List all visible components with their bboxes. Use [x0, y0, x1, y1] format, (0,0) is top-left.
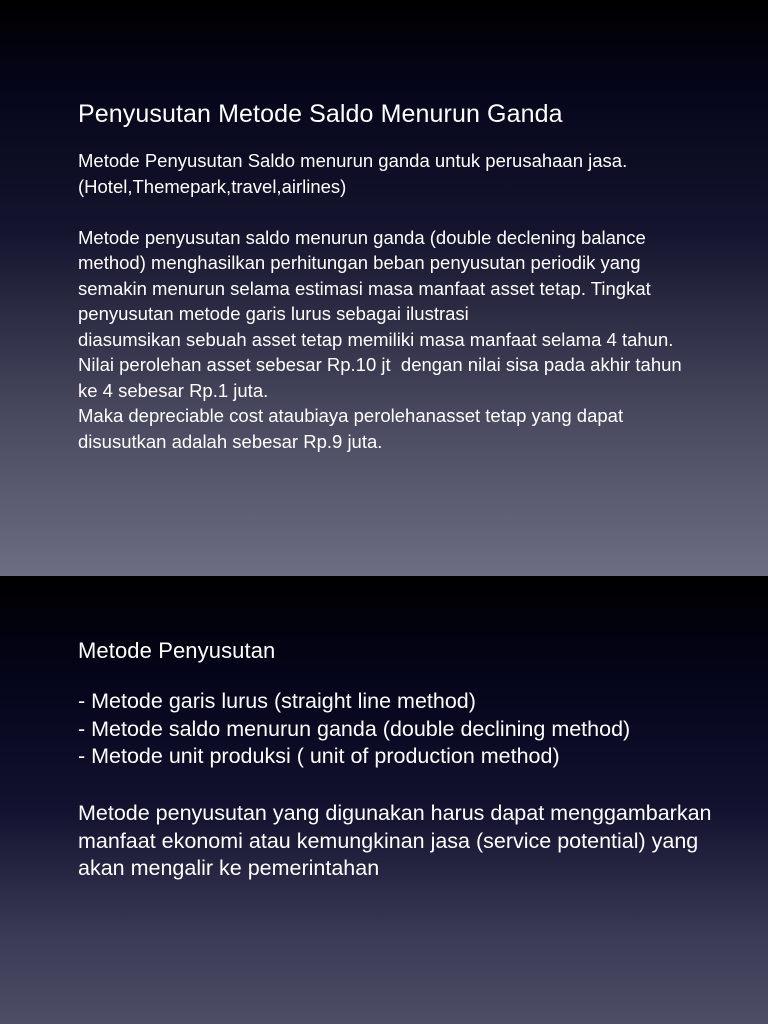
list-item: - Metode garis lurus (straight line method) [78, 689, 476, 713]
slide-1-paragraph-example: diasumsikan sebuah asset tetap memiliki masa manfaat selama 4 tahun. Nilai perolehan asset sebesar Rp.10 jt dengan nilai sisa pada akhir tahun ke 4 sebesar Rp.1 juta. [78, 328, 687, 401]
list-item: - Metode saldo menurun ganda (double declining method) [78, 716, 631, 741]
list-item: - Metode unit produksi ( unit of production method) [78, 744, 560, 768]
slide-1-body [78, 148, 698, 454]
slide-2-title: Metode Penyusutan [78, 638, 276, 663]
slide-1-paragraph-intro: Metode Penyusutan Saldo menurun ganda untuk perusahaan jasa. (Hotel,Themepark,travel,airlines) [78, 150, 633, 197]
slide-2 [0, 576, 768, 1024]
slide-1-paragraph-conclusion: Maka depreciable cost ataubiaya perolehanasset tetap yang dapat disusutkan adalah sebesar Rp.9 juta. [78, 405, 629, 452]
slide-1-paragraph-definition: Metode penyusutan saldo menurun ganda (double declening balance method) menghasilkan perhitungan beban penyusutan periodik yang semakin menurun selama estimasi masa manfaat asset tetap. Tingkat penyusutan metode garis lurus sebagai ilustrasi [78, 226, 656, 324]
method-list [78, 688, 718, 771]
paragraph-spacer [78, 199, 698, 225]
slide-1-title: Penyusutan Metode Saldo Menurun Ganda [78, 100, 563, 128]
slide-2-closing-paragraph: Metode penyusutan yang digunakan harus dapat menggambarkan manfaat ekonomi atau kemungkinan jasa (service potential) yang akan mengalir ke pemerintahan [78, 801, 712, 880]
